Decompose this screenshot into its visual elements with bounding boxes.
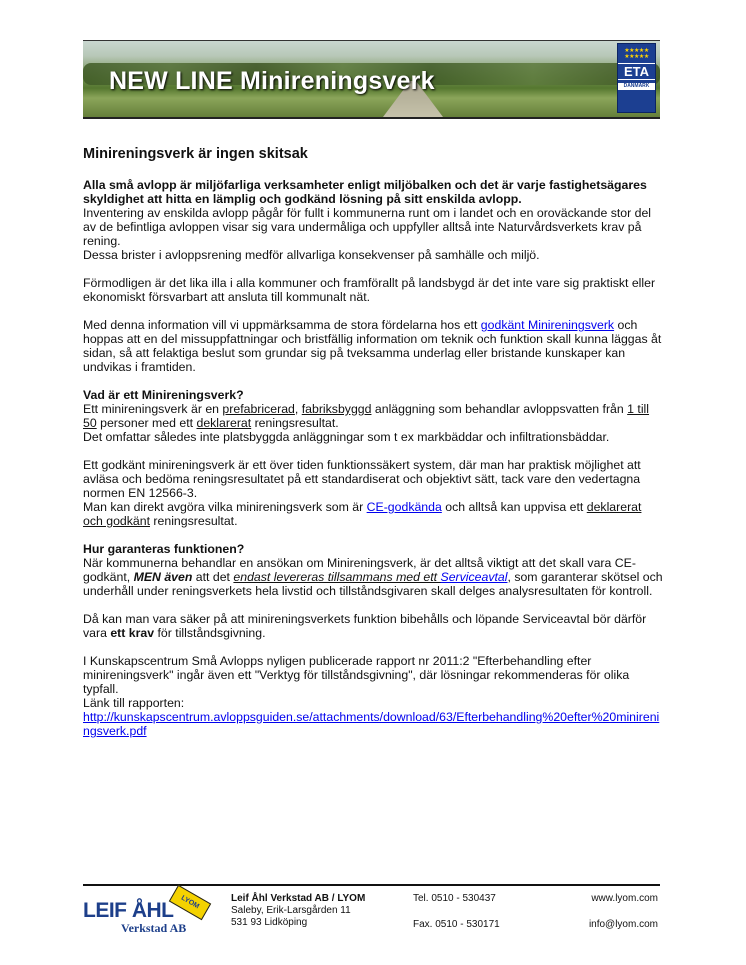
text-run: , bbox=[294, 402, 302, 416]
emphasis-underlined: endast levereras tillsammans med ett bbox=[233, 570, 441, 584]
text-run: Ett minireningsverk är en bbox=[83, 402, 223, 416]
underlined-term: prefabricerad bbox=[222, 402, 295, 416]
paragraph-info bbox=[83, 318, 663, 374]
emphasis: MEN även bbox=[133, 570, 193, 584]
section-heading-what-is: Vad är ett Minireningsverk? bbox=[83, 388, 244, 402]
email-link[interactable]: info@lyom.com bbox=[588, 919, 658, 930]
company-name: Leif Åhl Verkstad AB / LYOM bbox=[231, 893, 366, 904]
logo-sub-text: Verkstad AB bbox=[121, 921, 187, 935]
footer bbox=[83, 891, 660, 941]
intro-text-2: Dessa brister i avloppsrening medför allvarliga konsekvenser på samhälle och miljö. bbox=[83, 248, 540, 262]
text-run: personer med ett bbox=[96, 416, 197, 430]
footer-web bbox=[578, 893, 658, 931]
emphasis-bold: ett krav bbox=[110, 626, 155, 640]
text-run: reningsresultat. bbox=[251, 416, 339, 430]
eta-country: DANMARK bbox=[618, 83, 655, 90]
paragraph-ce bbox=[83, 458, 663, 528]
company-logo bbox=[83, 893, 208, 937]
header-banner bbox=[83, 40, 660, 119]
logo-tag: LYOM bbox=[169, 885, 211, 920]
underlined-term: 1 till 50 bbox=[83, 402, 650, 430]
text-run: Man kan direkt avgöra vilka minireningsverk som är bbox=[83, 500, 367, 514]
paragraph-service bbox=[83, 612, 663, 640]
text-run: för tillståndsgivning. bbox=[154, 626, 266, 640]
page-title: Minireningsverk är ingen skitsak bbox=[83, 146, 308, 162]
logo-main-text: LEIF ÅHL bbox=[83, 899, 174, 922]
report-url-link[interactable]: http://kunskapscentrum.avloppsguiden.se/attachments/download/63/Efterbehandling%20efter%20minireningsverk.pdf bbox=[83, 710, 660, 738]
intro-bold: Alla små avlopp är miljöfarliga verksamheter enligt miljöbalken och det är varje fastighetsägares skyldighet att hitta en lämplig och godkänd lösning på sitt enskilda avlopp. bbox=[83, 178, 647, 206]
text-run: Med denna information vill vi uppmärksamma de stora fördelarna hos ett bbox=[83, 318, 481, 332]
paragraph-report bbox=[83, 654, 663, 738]
footer-company bbox=[231, 893, 365, 929]
underlined-term: fabriksbyggd bbox=[301, 402, 372, 416]
text-run: reningsresultat. bbox=[150, 514, 238, 528]
link-ce-godkanda[interactable]: CE-godkända bbox=[366, 500, 442, 514]
text-run: Ett godkänt minireningsverk är ett över tiden funktionssäkert system, där man har praktisk möjlighet att avläsa och bedöma reningsresultatet på ett standardiserat och objektivt sätt, tack vare den vedertagna normen EN 12566-3. bbox=[83, 458, 641, 500]
website-link[interactable]: www.lyom.com bbox=[591, 893, 658, 904]
underlined-term: deklarerat bbox=[196, 416, 252, 430]
footer-contact bbox=[413, 893, 500, 931]
eta-abbr: ETA bbox=[618, 63, 655, 80]
document-body bbox=[83, 145, 663, 752]
paragraph-rural: Förmodligen är det lika illa i alla kommuner och framförallt på landsbygd är det inte vare sig praktiskt eller ekonomiskt försvarbart att ansluta till kommunalt nät. bbox=[83, 276, 656, 304]
text-run: Det omfattar således inte platsbyggda anläggningar som t ex markbäddar och infiltrationsbäddar. bbox=[83, 430, 610, 444]
company-address-2: 531 93 Lidköping bbox=[231, 917, 308, 928]
link-godkant-minireningsverk[interactable]: godkänt Minireningsverk bbox=[480, 318, 615, 332]
fax-number: Fax. 0510 - 530171 bbox=[413, 919, 500, 930]
text-run: Då kan man vara säker på att minireningsverkets funktion bibehålls och löpande Serviceavtal bör därför vara bbox=[83, 612, 647, 640]
banner-title: NEW LINE Minireningsverk bbox=[109, 67, 435, 95]
text-run: att det bbox=[192, 570, 234, 584]
text-run: och alltså kan uppvisa ett bbox=[441, 500, 587, 514]
section-guarantee bbox=[83, 542, 663, 598]
text-run: anläggning som behandlar avloppsvatten från bbox=[371, 402, 628, 416]
text-run: , som garanterar skötsel och underhåll under reningsverkets hela livstid och tillståndsgivaren skall delges analysresultaten för kontroll. bbox=[83, 570, 663, 598]
phone-number: Tel. 0510 - 530437 bbox=[413, 893, 496, 904]
text-run: och hoppas att en del missuppfattningar och bristfällig information om teknik och funktion skall kunna läggas åt sidan, så att felaktiga beslut som grundar sig på tveksamma underlag eller bristande kunskaper kan undvikas i framtiden. bbox=[83, 318, 662, 374]
intro-text: Inventering av enskilda avlopp pågår för fullt i kommunerna runt om i landet och en oroväckande stor del av de befintliga avloppen visar sig vara undermåliga och uppfyller alltså inte Naturvårdsverkets krav på rening. bbox=[83, 206, 652, 248]
section-what-is bbox=[83, 388, 663, 444]
underlined-term: deklarerat och godkänt bbox=[83, 500, 642, 528]
text-run: När kommunerna behandlar en ansökan om Minireningsverk, är det alltså viktigt att det skall vara CE-godkänt, bbox=[83, 556, 636, 584]
eu-stars-icon: ★★★★★ ★★★★★ bbox=[624, 48, 649, 60]
text-run: I Kunskapscentrum Små Avlopps nyligen publicerade rapport nr 2011:2 "Efterbehandling efter minireningsverk" ingår även ett "Verktyg för tillståndsgivning", där lösningar rekommenderas för olika typfall. bbox=[83, 654, 630, 696]
intro-paragraph bbox=[83, 178, 663, 262]
report-link-label: Länk till rapporten: bbox=[83, 696, 185, 710]
section-heading-guarantee: Hur garanteras funktionen? bbox=[83, 542, 245, 556]
footer-divider bbox=[83, 884, 660, 886]
eta-badge bbox=[617, 43, 656, 113]
link-serviceavtal[interactable]: Serviceavtal bbox=[440, 570, 508, 584]
company-address-1: Saleby, Erik-Larsgården 11 bbox=[231, 905, 351, 916]
